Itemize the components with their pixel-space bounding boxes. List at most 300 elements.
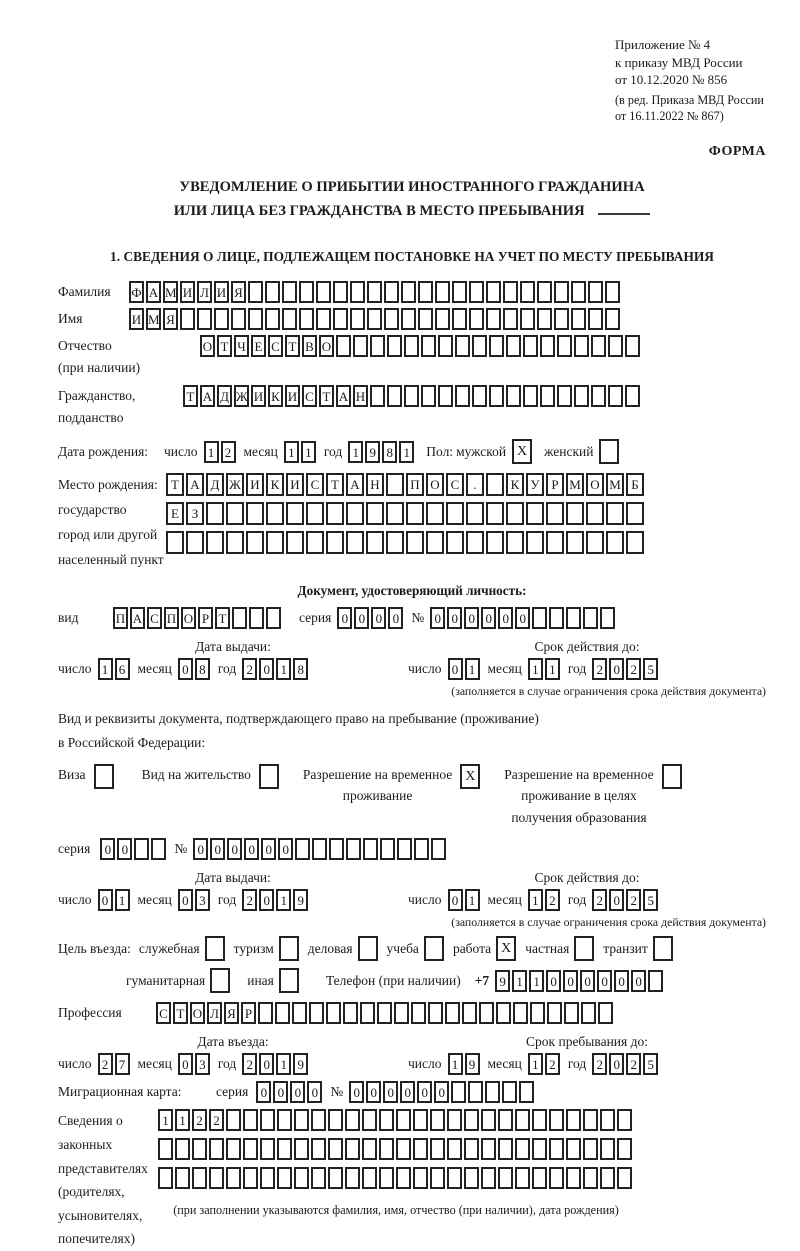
char-cell[interactable] (249, 607, 264, 629)
char-cell[interactable]: 1 (465, 658, 480, 680)
char-cell[interactable] (581, 1002, 596, 1024)
char-cell[interactable]: 8 (382, 441, 397, 463)
char-cell[interactable] (353, 335, 368, 357)
char-cell[interactable]: Т (215, 607, 230, 629)
char-cell[interactable] (379, 1167, 394, 1189)
char-cell[interactable] (438, 385, 453, 407)
char-cell[interactable] (574, 385, 589, 407)
char-cell[interactable] (606, 531, 624, 554)
char-cell[interactable] (591, 385, 606, 407)
char-cell[interactable] (600, 1109, 615, 1131)
char-cell[interactable] (311, 1167, 326, 1189)
char-cell[interactable]: 0 (614, 970, 629, 992)
char-cell[interactable] (464, 1109, 479, 1131)
char-cell[interactable] (286, 502, 304, 525)
char-cell[interactable]: 0 (609, 889, 624, 911)
purpose-tourism-checkbox[interactable] (279, 936, 299, 961)
char-cell[interactable]: 2 (98, 1053, 113, 1075)
char-cell[interactable]: М (606, 473, 624, 496)
char-cell[interactable] (466, 531, 484, 554)
char-cell[interactable]: Т (183, 385, 198, 407)
char-cell[interactable]: 0 (117, 838, 132, 860)
char-cell[interactable] (316, 308, 331, 330)
char-cell[interactable]: 0 (178, 1053, 193, 1075)
char-cell[interactable] (452, 281, 467, 303)
char-cell[interactable]: 0 (563, 970, 578, 992)
char-cell[interactable]: М (146, 308, 161, 330)
visa-checkbox[interactable] (94, 764, 114, 789)
char-cell[interactable] (333, 308, 348, 330)
char-cell[interactable]: 0 (447, 607, 462, 629)
char-cell[interactable] (413, 1109, 428, 1131)
char-cell[interactable] (379, 1109, 394, 1131)
char-cell[interactable] (411, 1002, 426, 1024)
char-cell[interactable]: Р (546, 473, 564, 496)
char-cell[interactable] (519, 1081, 534, 1103)
char-cell[interactable]: 2 (242, 1053, 257, 1075)
char-cell[interactable]: 0 (580, 970, 595, 992)
char-cell[interactable]: С (446, 473, 464, 496)
char-cell[interactable]: А (336, 385, 351, 407)
char-cell[interactable] (498, 1138, 513, 1160)
char-cell[interactable]: 2 (626, 889, 641, 911)
char-cell[interactable]: 1 (276, 658, 291, 680)
char-cell[interactable] (588, 308, 603, 330)
char-cell[interactable] (451, 1081, 466, 1103)
purpose-study-checkbox[interactable] (424, 936, 444, 961)
char-cell[interactable] (600, 607, 615, 629)
char-cell[interactable]: 0 (430, 607, 445, 629)
char-cell[interactable]: 1 (276, 889, 291, 911)
char-cell[interactable] (421, 385, 436, 407)
char-cell[interactable] (526, 531, 544, 554)
char-cell[interactable] (537, 308, 552, 330)
char-cell[interactable]: 0 (464, 607, 479, 629)
char-cell[interactable]: С (302, 385, 317, 407)
char-cell[interactable] (292, 1002, 307, 1024)
char-cell[interactable] (617, 1109, 632, 1131)
char-cell[interactable] (299, 308, 314, 330)
char-cell[interactable] (523, 385, 538, 407)
char-cell[interactable] (486, 281, 501, 303)
char-cell[interactable] (506, 502, 524, 525)
char-cell[interactable]: Я (163, 308, 178, 330)
char-cell[interactable]: 9 (495, 970, 510, 992)
char-cell[interactable] (566, 502, 584, 525)
char-cell[interactable]: 1 (529, 970, 544, 992)
char-cell[interactable]: Д (217, 385, 232, 407)
char-cell[interactable]: 3 (195, 1053, 210, 1075)
char-cell[interactable]: Ф (129, 281, 144, 303)
char-cell[interactable]: 0 (515, 607, 530, 629)
char-cell[interactable] (421, 335, 436, 357)
char-cell[interactable]: 1 (301, 441, 316, 463)
char-cell[interactable]: И (286, 473, 304, 496)
char-cell[interactable] (265, 308, 280, 330)
char-cell[interactable]: 9 (293, 889, 308, 911)
char-cell[interactable]: И (214, 281, 229, 303)
char-cell[interactable] (277, 1109, 292, 1131)
char-cell[interactable] (430, 1109, 445, 1131)
char-cell[interactable] (306, 531, 324, 554)
char-cell[interactable] (275, 1002, 290, 1024)
char-cell[interactable] (520, 281, 535, 303)
char-cell[interactable] (134, 838, 149, 860)
char-cell[interactable]: Т (217, 335, 232, 357)
char-cell[interactable]: 5 (643, 889, 658, 911)
char-cell[interactable] (328, 1138, 343, 1160)
char-cell[interactable] (231, 308, 246, 330)
char-cell[interactable] (625, 335, 640, 357)
char-cell[interactable] (243, 1167, 258, 1189)
char-cell[interactable] (396, 1167, 411, 1189)
char-cell[interactable]: О (200, 335, 215, 357)
purpose-transit-checkbox[interactable] (653, 936, 673, 961)
char-cell[interactable] (515, 1167, 530, 1189)
char-cell[interactable]: 2 (545, 1053, 560, 1075)
char-cell[interactable]: 2 (192, 1109, 207, 1131)
char-cell[interactable] (547, 1002, 562, 1024)
char-cell[interactable] (566, 1167, 581, 1189)
char-cell[interactable] (435, 308, 450, 330)
char-cell[interactable]: 0 (349, 1081, 364, 1103)
char-cell[interactable]: А (346, 473, 364, 496)
char-cell[interactable] (367, 281, 382, 303)
char-cell[interactable] (438, 335, 453, 357)
char-cell[interactable] (549, 1109, 564, 1131)
char-cell[interactable] (537, 281, 552, 303)
char-cell[interactable] (209, 1138, 224, 1160)
char-cell[interactable]: 0 (259, 889, 274, 911)
char-cell[interactable]: 1 (399, 441, 414, 463)
char-cell[interactable] (384, 281, 399, 303)
char-cell[interactable]: 0 (481, 607, 496, 629)
char-cell[interactable]: 0 (434, 1081, 449, 1103)
char-cell[interactable]: 0 (307, 1081, 322, 1103)
char-cell[interactable]: 1 (276, 1053, 291, 1075)
char-cell[interactable]: 2 (242, 889, 257, 911)
char-cell[interactable]: 1 (545, 658, 560, 680)
char-cell[interactable]: 0 (366, 1081, 381, 1103)
char-cell[interactable] (192, 1138, 207, 1160)
char-cell[interactable] (566, 607, 581, 629)
char-cell[interactable] (350, 281, 365, 303)
char-cell[interactable]: 0 (227, 838, 242, 860)
char-cell[interactable] (532, 1167, 547, 1189)
char-cell[interactable]: 2 (626, 658, 641, 680)
char-cell[interactable]: Т (326, 473, 344, 496)
char-cell[interactable]: 5 (643, 658, 658, 680)
char-cell[interactable] (367, 308, 382, 330)
char-cell[interactable]: . (466, 473, 484, 496)
char-cell[interactable] (479, 1002, 494, 1024)
char-cell[interactable] (326, 531, 344, 554)
char-cell[interactable]: Я (224, 1002, 239, 1024)
char-cell[interactable]: 1 (98, 658, 113, 680)
char-cell[interactable] (485, 1081, 500, 1103)
char-cell[interactable] (564, 1002, 579, 1024)
char-cell[interactable] (404, 385, 419, 407)
char-cell[interactable] (346, 838, 361, 860)
char-cell[interactable]: 0 (244, 838, 259, 860)
char-cell[interactable]: П (164, 607, 179, 629)
char-cell[interactable] (469, 281, 484, 303)
char-cell[interactable]: Р (241, 1002, 256, 1024)
char-cell[interactable]: 8 (195, 658, 210, 680)
char-cell[interactable] (345, 1167, 360, 1189)
char-cell[interactable] (180, 308, 195, 330)
char-cell[interactable]: 2 (592, 658, 607, 680)
char-cell[interactable]: И (129, 308, 144, 330)
char-cell[interactable] (197, 308, 212, 330)
char-cell[interactable] (452, 308, 467, 330)
char-cell[interactable] (540, 335, 555, 357)
char-cell[interactable]: 2 (242, 658, 257, 680)
char-cell[interactable]: О (426, 473, 444, 496)
char-cell[interactable]: А (130, 607, 145, 629)
char-cell[interactable] (277, 1167, 292, 1189)
char-cell[interactable] (557, 335, 572, 357)
char-cell[interactable] (523, 335, 538, 357)
char-cell[interactable]: 1 (448, 1053, 463, 1075)
char-cell[interactable] (406, 502, 424, 525)
char-cell[interactable] (209, 1167, 224, 1189)
char-cell[interactable] (608, 385, 623, 407)
char-cell[interactable] (472, 335, 487, 357)
char-cell[interactable]: 0 (546, 970, 561, 992)
char-cell[interactable]: Л (207, 1002, 222, 1024)
char-cell[interactable] (506, 335, 521, 357)
purpose-other-checkbox[interactable] (279, 968, 299, 993)
char-cell[interactable]: К (266, 473, 284, 496)
char-cell[interactable] (446, 502, 464, 525)
char-cell[interactable]: К (506, 473, 524, 496)
char-cell[interactable] (447, 1109, 462, 1131)
char-cell[interactable]: 2 (221, 441, 236, 463)
char-cell[interactable] (186, 531, 204, 554)
char-cell[interactable] (246, 531, 264, 554)
char-cell[interactable] (282, 308, 297, 330)
char-cell[interactable]: 0 (448, 889, 463, 911)
char-cell[interactable] (496, 1002, 511, 1024)
char-cell[interactable]: 0 (417, 1081, 432, 1103)
char-cell[interactable] (486, 502, 504, 525)
char-cell[interactable]: 2 (626, 1053, 641, 1075)
char-cell[interactable] (370, 385, 385, 407)
char-cell[interactable]: Е (166, 502, 184, 525)
char-cell[interactable] (384, 308, 399, 330)
char-cell[interactable] (481, 1138, 496, 1160)
char-cell[interactable] (554, 281, 569, 303)
char-cell[interactable]: 0 (259, 658, 274, 680)
char-cell[interactable] (498, 1167, 513, 1189)
char-cell[interactable]: 9 (365, 441, 380, 463)
char-cell[interactable] (574, 335, 589, 357)
char-cell[interactable]: 0 (597, 970, 612, 992)
char-cell[interactable] (166, 531, 184, 554)
char-cell[interactable] (266, 607, 281, 629)
char-cell[interactable] (530, 1002, 545, 1024)
char-cell[interactable]: О (181, 607, 196, 629)
char-cell[interactable]: 0 (178, 889, 193, 911)
char-cell[interactable]: А (200, 385, 215, 407)
char-cell[interactable]: Т (319, 385, 334, 407)
char-cell[interactable]: Д (206, 473, 224, 496)
char-cell[interactable] (426, 502, 444, 525)
char-cell[interactable]: 1 (512, 970, 527, 992)
char-cell[interactable] (377, 1002, 392, 1024)
char-cell[interactable] (401, 281, 416, 303)
char-cell[interactable] (294, 1167, 309, 1189)
char-cell[interactable] (333, 281, 348, 303)
char-cell[interactable]: 0 (371, 607, 386, 629)
char-cell[interactable] (549, 1167, 564, 1189)
char-cell[interactable]: Р (198, 607, 213, 629)
char-cell[interactable]: О (319, 335, 334, 357)
char-cell[interactable] (532, 1138, 547, 1160)
char-cell[interactable]: 0 (210, 838, 225, 860)
char-cell[interactable] (345, 1138, 360, 1160)
char-cell[interactable]: 1 (158, 1109, 173, 1131)
char-cell[interactable] (418, 281, 433, 303)
char-cell[interactable] (396, 1138, 411, 1160)
char-cell[interactable]: 0 (100, 838, 115, 860)
char-cell[interactable]: 1 (348, 441, 363, 463)
char-cell[interactable]: 0 (256, 1081, 271, 1103)
char-cell[interactable] (486, 308, 501, 330)
char-cell[interactable]: 1 (115, 889, 130, 911)
char-cell[interactable]: О (586, 473, 604, 496)
char-cell[interactable] (362, 1138, 377, 1160)
char-cell[interactable] (243, 1138, 258, 1160)
char-cell[interactable]: 1 (204, 441, 219, 463)
char-cell[interactable]: 0 (178, 658, 193, 680)
char-cell[interactable]: М (566, 473, 584, 496)
char-cell[interactable] (243, 1109, 258, 1131)
char-cell[interactable]: Н (366, 473, 384, 496)
char-cell[interactable] (605, 281, 620, 303)
char-cell[interactable] (468, 1081, 483, 1103)
char-cell[interactable] (366, 531, 384, 554)
char-cell[interactable]: В (302, 335, 317, 357)
char-cell[interactable] (380, 838, 395, 860)
char-cell[interactable]: 0 (354, 607, 369, 629)
char-cell[interactable] (617, 1138, 632, 1160)
char-cell[interactable] (486, 531, 504, 554)
char-cell[interactable] (608, 335, 623, 357)
char-cell[interactable] (246, 502, 264, 525)
char-cell[interactable]: 5 (643, 1053, 658, 1075)
char-cell[interactable] (435, 281, 450, 303)
purpose-work-checkbox[interactable]: X (496, 936, 516, 961)
char-cell[interactable] (503, 308, 518, 330)
char-cell[interactable]: С (306, 473, 324, 496)
char-cell[interactable]: Т (166, 473, 184, 496)
char-cell[interactable] (370, 335, 385, 357)
char-cell[interactable] (294, 1109, 309, 1131)
char-cell[interactable]: К (268, 385, 283, 407)
char-cell[interactable] (360, 1002, 375, 1024)
char-cell[interactable] (566, 1109, 581, 1131)
char-cell[interactable] (455, 335, 470, 357)
char-cell[interactable] (151, 838, 166, 860)
char-cell[interactable]: П (113, 607, 128, 629)
char-cell[interactable]: З (186, 502, 204, 525)
char-cell[interactable] (498, 1109, 513, 1131)
char-cell[interactable] (175, 1167, 190, 1189)
char-cell[interactable]: 0 (383, 1081, 398, 1103)
char-cell[interactable] (226, 1109, 241, 1131)
char-cell[interactable]: 0 (448, 658, 463, 680)
char-cell[interactable]: Л (197, 281, 212, 303)
char-cell[interactable] (386, 531, 404, 554)
char-cell[interactable]: 0 (498, 607, 513, 629)
char-cell[interactable] (583, 607, 598, 629)
char-cell[interactable] (418, 308, 433, 330)
char-cell[interactable] (345, 1109, 360, 1131)
char-cell[interactable] (486, 473, 504, 496)
char-cell[interactable] (566, 531, 584, 554)
char-cell[interactable] (540, 385, 555, 407)
char-cell[interactable]: Ж (226, 473, 244, 496)
char-cell[interactable]: И (180, 281, 195, 303)
char-cell[interactable] (546, 531, 564, 554)
char-cell[interactable] (626, 531, 644, 554)
char-cell[interactable] (489, 335, 504, 357)
char-cell[interactable] (445, 1002, 460, 1024)
char-cell[interactable] (583, 1109, 598, 1131)
char-cell[interactable]: 0 (388, 607, 403, 629)
char-cell[interactable] (326, 502, 344, 525)
char-cell[interactable] (158, 1138, 173, 1160)
temp-residence-checkbox[interactable]: X (460, 764, 480, 789)
char-cell[interactable]: 0 (631, 970, 646, 992)
char-cell[interactable]: 1 (528, 889, 543, 911)
char-cell[interactable]: И (246, 473, 264, 496)
sex-female-checkbox[interactable] (599, 439, 619, 464)
char-cell[interactable]: С (268, 335, 283, 357)
char-cell[interactable] (326, 1002, 341, 1024)
char-cell[interactable]: Б (626, 473, 644, 496)
char-cell[interactable]: Ж (234, 385, 249, 407)
char-cell[interactable]: 7 (115, 1053, 130, 1075)
char-cell[interactable]: 0 (261, 838, 276, 860)
char-cell[interactable] (625, 385, 640, 407)
char-cell[interactable]: 6 (115, 658, 130, 680)
char-cell[interactable]: И (251, 385, 266, 407)
char-cell[interactable] (226, 531, 244, 554)
char-cell[interactable] (546, 502, 564, 525)
char-cell[interactable]: 0 (290, 1081, 305, 1103)
char-cell[interactable] (481, 1109, 496, 1131)
char-cell[interactable] (206, 531, 224, 554)
char-cell[interactable] (316, 281, 331, 303)
char-cell[interactable] (414, 838, 429, 860)
char-cell[interactable]: 0 (278, 838, 293, 860)
char-cell[interactable] (472, 385, 487, 407)
char-cell[interactable] (532, 1109, 547, 1131)
char-cell[interactable] (158, 1167, 173, 1189)
char-cell[interactable] (397, 838, 412, 860)
char-cell[interactable] (366, 502, 384, 525)
char-cell[interactable]: Е (251, 335, 266, 357)
char-cell[interactable] (336, 335, 351, 357)
char-cell[interactable]: 2 (592, 1053, 607, 1075)
char-cell[interactable]: 8 (293, 658, 308, 680)
char-cell[interactable] (557, 385, 572, 407)
char-cell[interactable] (328, 1109, 343, 1131)
char-cell[interactable] (214, 308, 229, 330)
